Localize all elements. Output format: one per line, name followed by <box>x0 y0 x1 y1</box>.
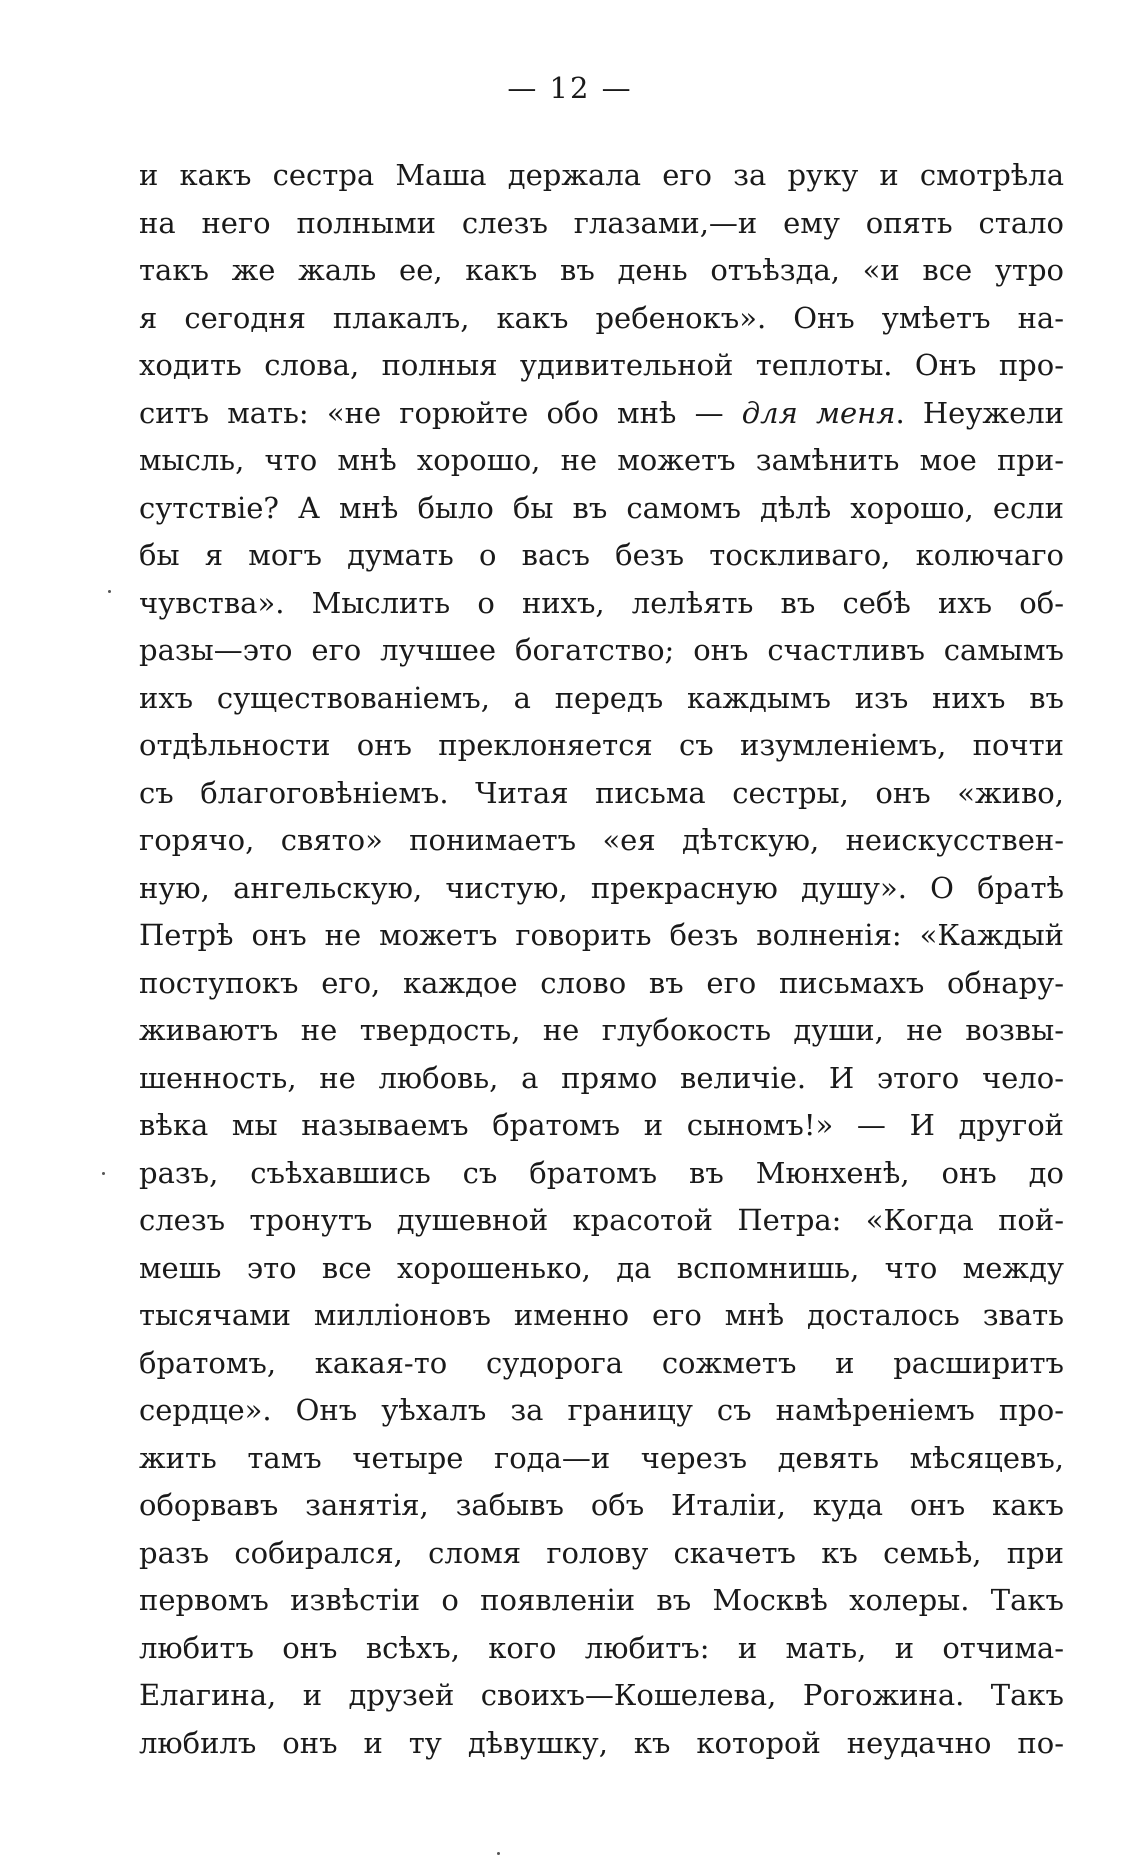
text-line: поступокъ его, каждое слово въ его письмахъ обнару- <box>139 965 1064 1000</box>
text-line: Петрѣ онъ не можетъ говорить безъ волненія: «Каждый <box>139 918 1064 952</box>
text-line: ситъ мать: «не горюйте обо мнѣ — для меня. Неужели <box>139 395 1064 430</box>
text-line: слезъ тронутъ душевной красотой Петра: «Когда пой- <box>139 1203 1064 1237</box>
emphasis-text: для меня <box>741 395 896 430</box>
text-line: Елагина, и друзей своихъ—Кошелева, Рогожина. Такъ <box>139 1678 1064 1712</box>
text-line: съ благоговѣніемъ. Читая письма сестры, онъ «живо, <box>139 775 1064 810</box>
print-speck <box>102 1172 105 1175</box>
text-line: на него полными слезъ глазами,—и ему опять стало <box>139 205 1064 240</box>
text-line: любитъ онъ всѣхъ, кого любитъ: и мать, и отчима- <box>139 1630 1064 1665</box>
text-line: и какъ сестра Маша держала его за руку и смотрѣла <box>139 158 1064 192</box>
text-line: я сегодня плакалъ, какъ ребенокъ». Онъ умѣетъ на- <box>139 300 1064 335</box>
text-line: такъ же жаль ее, какъ въ день отъѣзда, «и все утро <box>139 253 1064 287</box>
text-line: отдѣльности онъ преклоняется съ изумленіемъ, почти <box>139 728 1064 762</box>
print-speck <box>108 590 111 593</box>
text-line: сердце». Онъ уѣхалъ за границу съ намѣреніемъ про- <box>139 1393 1064 1427</box>
text-line: разъ, съѣхавшись съ братомъ въ Мюнхенѣ, онъ до <box>139 1155 1064 1190</box>
text-line: первомъ извѣстіи о появленіи въ Москвѣ холеры. Такъ <box>139 1583 1064 1617</box>
print-speck <box>497 1852 500 1855</box>
text-line: жить тамъ четыре года—и черезъ девять мѣсяцевъ, <box>139 1440 1064 1475</box>
text-line: живаютъ не твердость, не глубокость души, не возвы- <box>139 1013 1064 1047</box>
page-number: — 12 — <box>507 71 633 105</box>
text-line: тысячами милліоновъ именно его мнѣ досталось звать <box>139 1298 1064 1332</box>
text-line: оборвавъ занятія, забывъ объ Италіи, куда онъ какъ <box>139 1488 1064 1522</box>
text-line: ихъ существованіемъ, а передъ каждымъ изъ нихъ въ <box>139 680 1064 715</box>
text-line: разы—это его лучшее богатство; онъ счастливъ самымъ <box>139 633 1064 667</box>
text-line: сутствіе? А мнѣ было бы въ самомъ дѣлѣ хорошо, если <box>139 490 1064 525</box>
body-text <box>139 152 1064 1767</box>
text-line: любилъ онъ и ту дѣвушку, къ которой неудачно по- <box>139 1725 1064 1760</box>
text-line: чувства». Мыслить о нихъ, лелѣять въ себѣ ихъ об- <box>139 585 1064 620</box>
text-line: горячо, свято» понимаетъ «ея дѣтскую, неискусствен- <box>139 823 1064 857</box>
text-line: мысль, что мнѣ хорошо, не можетъ замѣнить мое при- <box>139 443 1064 477</box>
text-line: ходить слова, полныя удивительной теплоты. Онъ про- <box>139 348 1064 382</box>
text-line: ную, ангельскую, чистую, прекрасную душу». О братѣ <box>139 870 1064 905</box>
text-line: вѣка мы называемъ братомъ и сыномъ!» — И другой <box>139 1108 1064 1142</box>
text-line: шенность, не любовь, а прямо величіе. И этого чело- <box>139 1060 1064 1095</box>
text-line: разъ собирался, сломя голову скачетъ къ семьѣ, при <box>139 1535 1064 1570</box>
text-line: братомъ, какая-то судорога сожметъ и расширитъ <box>139 1345 1064 1380</box>
text-line: мешь это все хорошенько, да вспомнишь, что между <box>139 1250 1064 1285</box>
text-line: бы я могъ думать о васъ безъ тоскливаго, колючаго <box>139 538 1064 572</box>
